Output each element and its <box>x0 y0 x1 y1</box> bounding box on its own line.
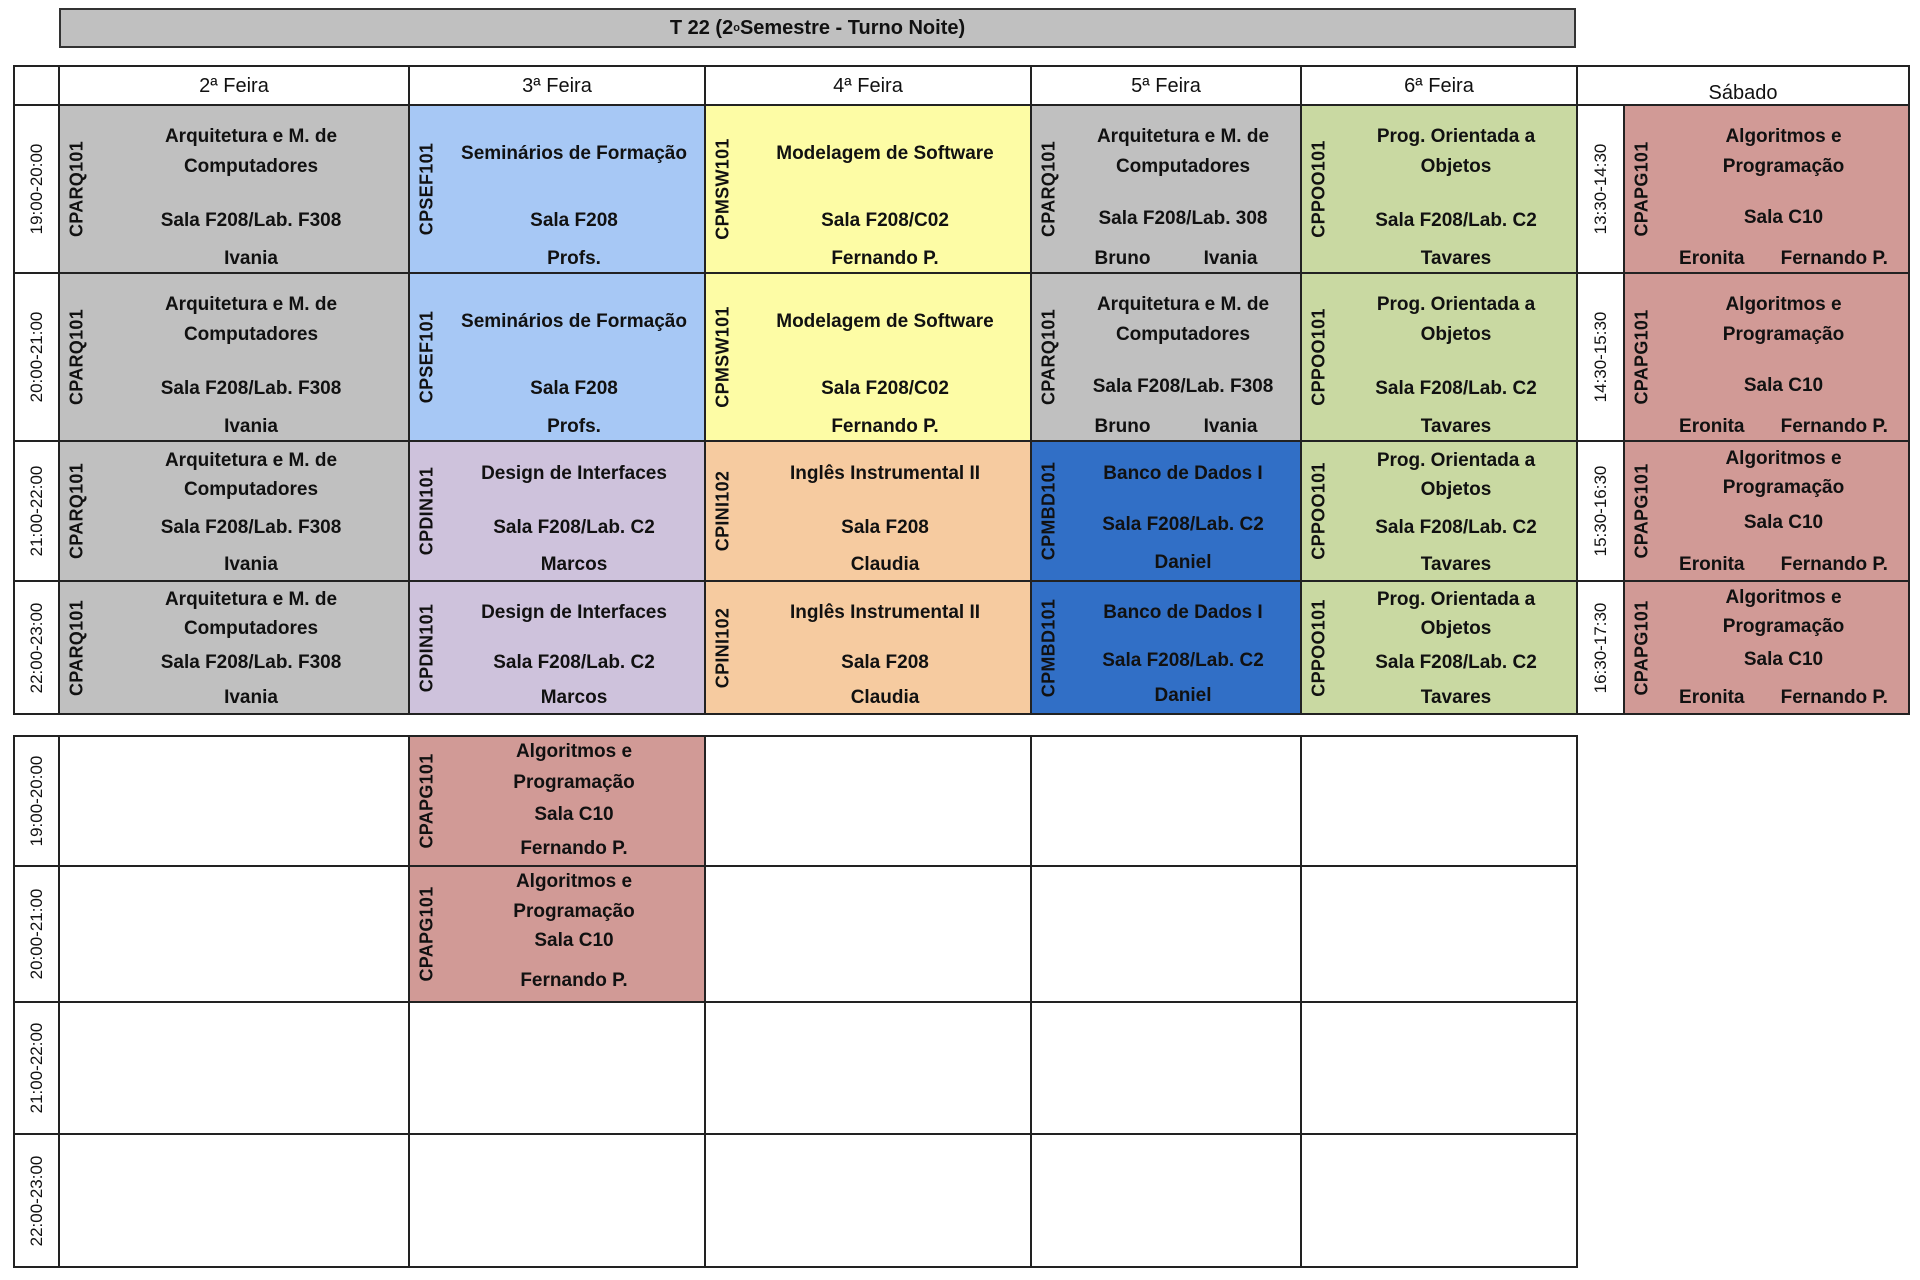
bottom-time-slot-4 <box>15 1135 60 1266</box>
empty-cell <box>60 1135 410 1266</box>
empty-cell <box>1032 737 1302 867</box>
room: Sala C10 <box>1743 207 1824 228</box>
class-cell-arq <box>60 442 410 582</box>
room: Sala F208/Lab. F308 <box>1092 376 1274 397</box>
empty-cell <box>1302 1003 1576 1135</box>
professors <box>1068 412 1298 441</box>
professor: Daniel <box>1154 552 1212 573</box>
course-title-2: Programação <box>1722 616 1845 637</box>
schedule-title <box>59 8 1576 48</box>
course-title: Arquitetura e M. de <box>164 294 338 315</box>
course-code-label: CPINI102 <box>712 607 733 688</box>
course-title: Algoritmos e <box>1725 294 1842 315</box>
professors <box>1661 683 1906 712</box>
class-cell-apg <box>1625 442 1908 582</box>
course-code-label: CPARQ101 <box>66 462 87 560</box>
room: Sala F208/Lab. C2 <box>1375 517 1537 538</box>
course-title-2: Programação <box>1722 156 1845 177</box>
course-title: Seminários de Formação <box>461 143 687 164</box>
course-title-2: Computadores <box>183 324 319 345</box>
time-label: 14:30-15:30 <box>1590 311 1610 403</box>
course-title-2: Objetos <box>1420 618 1492 639</box>
time-label: 20:00-21:00 <box>26 888 46 980</box>
class-cell-poo <box>1302 442 1578 582</box>
course-title: Arquitetura e M. de <box>164 126 338 147</box>
professor: Tavares <box>1420 416 1492 437</box>
time-label: 15:30-16:30 <box>1590 465 1610 557</box>
class-cell-apg <box>1625 582 1908 713</box>
time-label: 20:00-21:00 <box>26 311 46 403</box>
class-cell-apg <box>410 737 706 867</box>
course-code-label: CPPOO101 <box>1308 462 1329 560</box>
course-code <box>1625 106 1659 272</box>
professor-2: Fernando P. <box>1780 248 1888 269</box>
room: Sala F208 <box>841 652 929 673</box>
professors <box>1661 412 1906 441</box>
room: Sala F208/Lab. C2 <box>493 517 655 538</box>
course-code <box>60 274 94 440</box>
course-code-label: CPARQ101 <box>66 140 87 238</box>
course-code <box>1302 106 1336 272</box>
class-cell-din <box>410 582 706 713</box>
empty-cell <box>60 1003 410 1135</box>
room: Sala C10 <box>534 804 614 825</box>
time-slot-3 <box>15 442 60 582</box>
course-code <box>60 442 94 580</box>
time-label: 22:00-23:00 <box>26 1155 46 1246</box>
course-title: Inglês Instrumental II <box>789 602 981 623</box>
title-prefix: T 22 (2 <box>669 16 734 39</box>
professor-2: Fernando P. <box>1780 416 1888 437</box>
course-code <box>410 106 444 272</box>
day-header-wednesday: 4ª Feira <box>706 67 1032 106</box>
room: Sala F208 <box>841 517 929 538</box>
class-cell-apg <box>410 867 706 1003</box>
day-header-saturday: Sábado <box>1708 82 1778 104</box>
empty-cell <box>410 1003 706 1135</box>
room: Sala F208/Lab. F308 <box>160 517 342 538</box>
course-title: Seminários de Formação <box>461 311 687 332</box>
course-code-label: CPARQ101 <box>66 599 87 696</box>
professor: Ivania <box>224 416 278 437</box>
class-cell-sef <box>410 106 706 274</box>
class-cell-ini <box>706 582 1032 713</box>
course-code-label: CPDIN101 <box>416 466 437 556</box>
course-title: Modelagem de Software <box>776 143 994 164</box>
course-title-2: Programação <box>513 772 635 793</box>
course-code <box>1625 274 1659 440</box>
room: Sala F208/Lab. C2 <box>493 652 655 673</box>
course-code-label: CPAPG101 <box>1631 599 1652 696</box>
course-title: Algoritmos e <box>1725 448 1842 469</box>
day-header-tuesday: 3ª Feira <box>410 67 706 106</box>
course-title: Banco de Dados I <box>1103 463 1263 484</box>
class-cell-arq <box>60 274 410 442</box>
time-label: 22:00-23:00 <box>26 602 46 693</box>
course-title-2: Computadores <box>1115 324 1251 345</box>
course-code-label: CPINI102 <box>712 470 733 552</box>
professor-1: Eronita <box>1679 416 1745 437</box>
saturday-time-slot-2 <box>1578 274 1625 442</box>
course-title: Banco de Dados I <box>1103 602 1263 623</box>
course-code <box>1302 274 1336 440</box>
room: Sala F208/Lab. F308 <box>160 652 342 673</box>
professor: Profs. <box>547 416 601 437</box>
course-title-2: Objetos <box>1420 156 1492 177</box>
professor: Tavares <box>1420 248 1492 269</box>
empty-cell <box>1032 867 1302 1003</box>
bottom-time-slot-3 <box>15 1003 60 1135</box>
class-cell-poo <box>1302 274 1578 442</box>
course-title-2: Computadores <box>183 156 319 177</box>
course-title-2: Programação <box>1722 324 1845 345</box>
professor: Claudia <box>850 687 920 708</box>
class-cell-arq <box>60 582 410 713</box>
course-title: Arquitetura e M. de <box>1096 126 1270 147</box>
professor-2: Ivania <box>1203 248 1258 269</box>
saturday-time-slot-3 <box>1578 442 1625 582</box>
time-label: 19:00-20:00 <box>26 755 46 847</box>
course-code-label: CPPOO101 <box>1308 140 1329 238</box>
time-label: 21:00-22:00 <box>26 465 46 557</box>
course-code-label: CPDIN101 <box>416 603 437 692</box>
course-code <box>1032 442 1066 580</box>
room: Sala F208 <box>530 210 618 231</box>
empty-cell <box>1032 1135 1302 1266</box>
time-slot-4 <box>15 582 60 713</box>
class-cell-msw <box>706 274 1032 442</box>
professor: Marcos <box>540 554 608 575</box>
time-label: 21:00-22:00 <box>26 1022 46 1114</box>
bottom-time-slot-2 <box>15 867 60 1003</box>
professor: Fernando P. <box>831 416 939 437</box>
class-cell-poo <box>1302 106 1578 274</box>
class-cell-apg <box>1625 106 1908 274</box>
time-label: 19:00-20:00 <box>26 143 46 235</box>
course-title: Arquitetura e M. de <box>1096 294 1270 315</box>
course-title: Arquitetura e M. de <box>164 450 338 471</box>
room: Sala F208/Lab. F308 <box>160 210 342 231</box>
professor-1: Eronita <box>1679 248 1745 269</box>
course-title-2: Computadores <box>183 618 319 639</box>
course-code <box>1032 106 1066 272</box>
course-code <box>60 106 94 272</box>
course-code-label: CPMBD101 <box>1038 598 1059 697</box>
professor: Tavares <box>1420 554 1492 575</box>
course-code <box>410 737 444 865</box>
course-code <box>1032 582 1066 713</box>
course-code-label: CPPOO101 <box>1308 308 1329 406</box>
course-code <box>706 582 740 713</box>
course-title: Algoritmos e <box>1725 587 1842 608</box>
course-title-2: Programação <box>1722 477 1845 498</box>
title-sup: o <box>733 22 740 34</box>
class-cell-sef <box>410 274 706 442</box>
room: Sala F208/Lab. C2 <box>1375 652 1537 673</box>
room: Sala F208/C02 <box>821 210 949 231</box>
professor: Claudia <box>850 554 920 575</box>
course-title-2: Objetos <box>1420 324 1492 345</box>
class-cell-mbd <box>1032 442 1302 582</box>
course-title: Modelagem de Software <box>776 311 994 332</box>
course-code <box>1302 582 1336 713</box>
empty-cell <box>1302 1135 1576 1266</box>
course-title-2: Programação <box>513 901 635 922</box>
course-code <box>410 442 444 580</box>
course-title: Prog. Orientada a <box>1376 294 1536 315</box>
empty-cell <box>60 737 410 867</box>
course-title: Inglês Instrumental II <box>789 463 981 484</box>
course-code-label: CPAPG101 <box>1631 309 1652 405</box>
course-code <box>410 582 444 713</box>
course-code <box>706 106 740 272</box>
class-cell-msw <box>706 106 1032 274</box>
course-code-label: CPARQ101 <box>66 308 87 406</box>
course-code-label: CPAPG101 <box>416 886 437 982</box>
professor: Fernando P. <box>831 248 939 269</box>
course-code <box>410 867 444 1001</box>
professor: Profs. <box>547 248 601 269</box>
time-slot-2 <box>15 274 60 442</box>
course-code-label: CPSEF101 <box>416 310 437 404</box>
course-title: Prog. Orientada a <box>1376 450 1536 471</box>
room: Sala F208/Lab. C2 <box>1375 378 1537 399</box>
course-code <box>1032 274 1066 440</box>
professors <box>1661 550 1906 579</box>
empty-cell <box>60 867 410 1003</box>
course-title: Arquitetura e M. de <box>164 589 338 610</box>
course-code-label: CPSEF101 <box>416 142 437 236</box>
room: Sala C10 <box>1743 512 1824 533</box>
class-cell-arq <box>60 106 410 274</box>
title-suffix: Semestre - Turno Noite) <box>739 16 966 39</box>
professor: Marcos <box>540 687 608 708</box>
professor: Fernando P. <box>520 970 628 991</box>
course-title-2: Objetos <box>1420 479 1492 500</box>
class-cell-ini <box>706 442 1032 582</box>
professors <box>1068 244 1298 273</box>
day-header-friday: 6ª Feira <box>1302 67 1578 106</box>
professor: Fernando P. <box>520 838 628 859</box>
class-cell-arq <box>1032 106 1302 274</box>
corner-cell <box>15 67 60 106</box>
class-cell-arq <box>1032 274 1302 442</box>
course-title-2: Computadores <box>183 479 319 500</box>
course-code <box>706 442 740 580</box>
empty-cell <box>410 1135 706 1266</box>
empty-cell <box>1302 737 1576 867</box>
class-cell-mbd <box>1032 582 1302 713</box>
empty-cell <box>706 737 1032 867</box>
room: Sala F208 <box>530 378 618 399</box>
course-code-label: CPAPG101 <box>1631 141 1652 237</box>
room: Sala F208/C02 <box>821 378 949 399</box>
empty-cell <box>706 1003 1032 1135</box>
course-code <box>1625 442 1659 580</box>
professor: Ivania <box>224 554 278 575</box>
professor: Ivania <box>224 248 278 269</box>
professor: Ivania <box>224 687 278 708</box>
room: Sala C10 <box>534 930 614 951</box>
professor-2: Fernando P. <box>1780 687 1888 708</box>
professor-1: Eronita <box>1679 554 1745 575</box>
professor-1: Bruno <box>1094 416 1151 437</box>
empty-cell <box>706 867 1032 1003</box>
course-code <box>706 274 740 440</box>
class-cell-apg <box>1625 274 1908 442</box>
day-header-monday: 2ª Feira <box>60 67 410 106</box>
room: Sala F208/Lab. C2 <box>1102 514 1264 535</box>
professor: Daniel <box>1154 685 1212 706</box>
course-code <box>410 274 444 440</box>
course-title: Design de Interfaces <box>481 602 667 623</box>
empty-cell <box>706 1135 1032 1266</box>
course-title: Prog. Orientada a <box>1376 126 1536 147</box>
class-cell-poo <box>1302 582 1578 713</box>
professor: Tavares <box>1420 687 1492 708</box>
course-title: Algoritmos e <box>1725 126 1842 147</box>
saturday-time-slot-4 <box>1578 582 1625 713</box>
room: Sala F208/Lab. F308 <box>160 378 342 399</box>
room: Sala C10 <box>1743 649 1824 670</box>
course-code-label: CPMSW101 <box>712 306 733 408</box>
room: Sala C10 <box>1743 375 1824 396</box>
course-code <box>60 582 94 713</box>
course-title-2: Computadores <box>1115 156 1251 177</box>
course-code-label: CPARQ101 <box>1038 308 1059 406</box>
time-slot-1 <box>15 106 60 274</box>
professor-1: Bruno <box>1094 248 1151 269</box>
time-label: 13:30-14:30 <box>1590 143 1610 235</box>
room: Sala F208/Lab. C2 <box>1375 210 1537 231</box>
saturday-time-slot-1 <box>1578 106 1625 274</box>
bottom-time-slot-1 <box>15 737 60 867</box>
course-title: Algoritmos e <box>515 741 633 762</box>
course-code-label: CPPOO101 <box>1308 598 1329 697</box>
course-title: Design de Interfaces <box>481 463 667 484</box>
course-code-label: CPAPG101 <box>1631 463 1652 559</box>
professor-1: Eronita <box>1679 687 1745 708</box>
empty-cell <box>1032 1003 1302 1135</box>
course-title: Prog. Orientada a <box>1376 589 1536 610</box>
professor-2: Fernando P. <box>1780 554 1888 575</box>
professor-2: Ivania <box>1203 416 1258 437</box>
course-code-label: CPAPG101 <box>416 753 437 849</box>
time-label: 16:30-17:30 <box>1590 602 1610 693</box>
course-code <box>1302 442 1336 580</box>
room: Sala F208/Lab. C2 <box>1102 650 1264 671</box>
class-cell-din <box>410 442 706 582</box>
course-title: Algoritmos e <box>515 871 633 892</box>
course-code-label: CPMSW101 <box>712 138 733 240</box>
course-code-label: CPMBD101 <box>1038 461 1059 561</box>
room: Sala F208/Lab. 308 <box>1098 208 1268 229</box>
course-code-label: CPARQ101 <box>1038 140 1059 238</box>
empty-cell <box>1302 867 1576 1003</box>
course-code <box>1625 582 1659 713</box>
day-header-thursday: 5ª Feira <box>1032 67 1302 106</box>
professors <box>1661 244 1906 273</box>
